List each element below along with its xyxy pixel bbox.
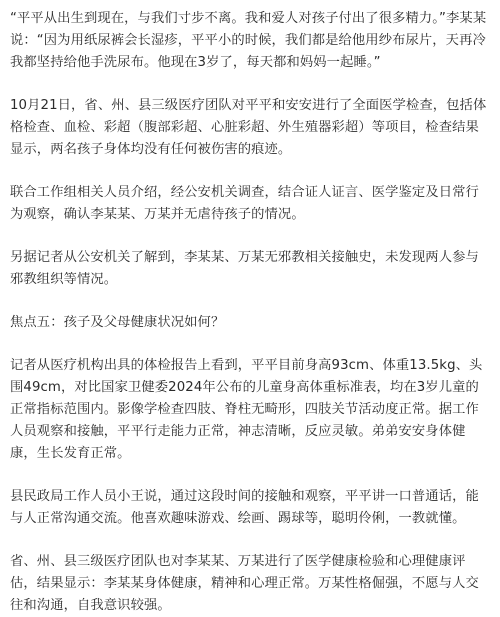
- paragraph-quote-li: “平平从出生到现在，与我们寸步不离。我和爱人对孩子付出了很多精力。”李某某说：“因为用纸尿裤会长湿疹，平平小的时候，我们都是给他用纱布尿片，天再冷我都坚持给他手洗尿布。他现在3岁了，每天都和妈妈一起睡。”: [10, 11, 487, 70]
- paragraph-civil-affairs: 县民政局工作人员小王说，通过这段时间的接触和观察，平平讲一口普通话，能与人正常沟通交流。他喜欢趣味游戏、绘画、踢球等，聪明伶俐，一教就懂。: [10, 489, 479, 526]
- paragraph-police-info: 另据记者从公安机关了解到，李某某、万某无邪教相关接触史，未发现两人参与邪教组织等情况。: [10, 250, 479, 287]
- paragraph-medical-exam: 10月21日，省、州、县三级医疗团队对平平和安安进行了全面医学检查，包括体格检查、血检、彩超（腹部彩超、心脏彩超、外生殖器彩超）等项目，检查结果显示，两名孩子身体均没有任何被伤害的痕迹。: [10, 98, 487, 157]
- paragraph-health-report: 记者从医疗机构出具的体检报告上看到，平平目前身高93cm、体重13.5kg、头围49cm，对比国家卫健委2024年公布的儿童身高体重标准表，均在3岁儿童的正常指标范围内。影像学检查四肢、脊柱无畸形，四肢关节活动度正常。据工作人员观察和接触，平平行走能力正常，神志清晰，反应灵敏。弟弟安安身体健康，生长发育正常。: [10, 358, 483, 461]
- section-heading-focus-five: 焦点五：孩子及父母健康状况如何？: [10, 315, 225, 330]
- article-body: [10, 8, 492, 617]
- paragraph-parent-evaluation: 省、州、县三级医疗团队也对李某某、万某进行了医学健康检验和心理健康评估，结果显示：李某某身体健康，精神和心理正常。万某性格倔强，不愿与人交往和沟通，自我意识较强。: [10, 554, 479, 613]
- paragraph-investigation: 联合工作组相关人员介绍，经公安机关调查，结合证人证言、医学鉴定及日常行为观察，确认李某某、万某并无虐待孩子的情况。: [10, 185, 479, 222]
